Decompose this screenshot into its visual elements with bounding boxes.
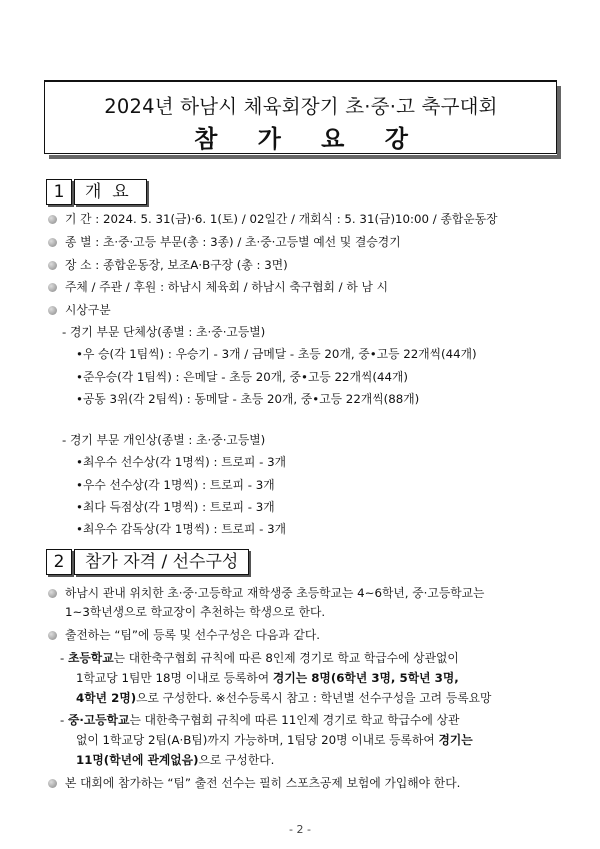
individual-award-item: •최우수 감독상(각 1명씩) : 트로피 - 3개 — [76, 522, 287, 536]
insurance-line: 본 대회에 참가하는 “팀” 출전 선수는 필히 스포츠공제 보험에 가입해야 한다. — [48, 775, 460, 791]
bullet-icon — [48, 589, 57, 598]
individual-award-item: •최다 득점상(각 1명씩) : 트로피 - 3개 — [76, 500, 275, 514]
section-number: 1 — [46, 179, 72, 205]
middle-high-rule-2: 없이 1학교당 2팀(A·B팀)까지 가능하며, 1팀당 20명 이내로 등록하여 경기는 — [76, 733, 473, 747]
section-2-heading — [46, 549, 249, 575]
team-award-item: •공동 3위(각 2팀씩) : 동메달 - 초등 20개, 중•고등 22개씩(88개) — [76, 392, 420, 406]
roster-intro-line: 출전하는 “팀”에 등록 및 선수구성은 다음과 같다. — [48, 627, 320, 643]
title-box — [44, 80, 557, 154]
individual-award-item: •우수 선수상(각 1명씩) : 트로피 - 3개 — [76, 478, 275, 492]
team-awards-header: - 경기 부문 단체상(종별 : 초·중·고등별) — [62, 325, 266, 339]
venue-line: 장 소 : 종합운동장, 보조A·B구장 (총 : 3면) — [48, 257, 288, 273]
team-award-item: •준우승(각 1팀씩) : 은메달 - 초등 20개, 중•고등 22개씩(44개) — [76, 370, 408, 384]
bullet-icon — [48, 779, 57, 788]
bullet-icon — [48, 215, 57, 224]
elementary-rule: - 초등학교는 대한축구협회 규칙에 따른 8인제 경기로 학교 학급수에 상관없이 — [60, 651, 459, 665]
bullet-icon — [48, 261, 57, 270]
team-award-item: •우 승(각 1팀씩) : 우승기 - 3개 / 금메달 - 초등 20개, 중•고등 22개씩(44개) — [76, 347, 477, 361]
elementary-rule-2: 1학교당 1팀만 18명 이내로 등록하여 경기는 8명(6학년 3명, 5학년 3명, — [76, 671, 459, 685]
elementary-rule-3: 4학년 2명)으로 구성한다. ※선수등록시 참고 : 학년별 선수구성을 고려 등록요망 — [76, 691, 492, 705]
document-subtitle: 참 가 요 강 — [194, 125, 408, 153]
bullet-icon — [48, 306, 57, 315]
bullet-icon — [48, 238, 57, 247]
section-title: 참가 자격 / 선수구성 — [74, 549, 249, 575]
individual-award-item: •최우수 선수상(각 1명씩) : 트로피 - 3개 — [76, 455, 287, 469]
section-title: 개 요 — [74, 179, 147, 205]
events-line: 종 별 : 초·중·고등 부문(총 : 3종) / 초·중·고등별 예선 및 결승경기 — [48, 234, 401, 250]
eligibility-line-2: 1~3학년생으로 학교장이 추천하는 학생으로 한다. — [65, 605, 326, 619]
section-number: 2 — [46, 549, 72, 575]
document-title: 2024년 하남시 체육회장기 초·중·고 축구대회 — [104, 95, 498, 118]
bullet-icon — [48, 283, 57, 292]
period-line: 기 간 : 2024. 5. 31(금)·6. 1(토) / 02일간 / 개회식 : 5. 31(금)10:00 / 종합운동장 — [48, 211, 498, 227]
bullet-icon — [48, 631, 57, 640]
individual-awards-header: - 경기 부문 개인상(종별 : 초·중·고등별) — [62, 433, 266, 447]
host-line: 주체 / 주관 / 후원 : 하남시 체육회 / 하남시 축구협회 / 하 남 시 — [48, 279, 388, 295]
middle-high-rule-3: 11명(학년에 관계없음)으로 구성한다. — [76, 753, 275, 767]
middle-high-rule: - 중·고등학교는 대한축구협회 규칙에 따른 11인제 경기로 학교 학급수에 상관 — [60, 713, 460, 727]
section-1-heading — [46, 179, 147, 205]
page-number: - 2 - — [289, 823, 311, 836]
awards-label: 시상구분 — [48, 302, 111, 318]
eligibility-line: 하남시 관내 위치한 초·중·고등학교 재학생중 초등학교는 4~6학년, 중·고등학교는 — [48, 585, 484, 601]
